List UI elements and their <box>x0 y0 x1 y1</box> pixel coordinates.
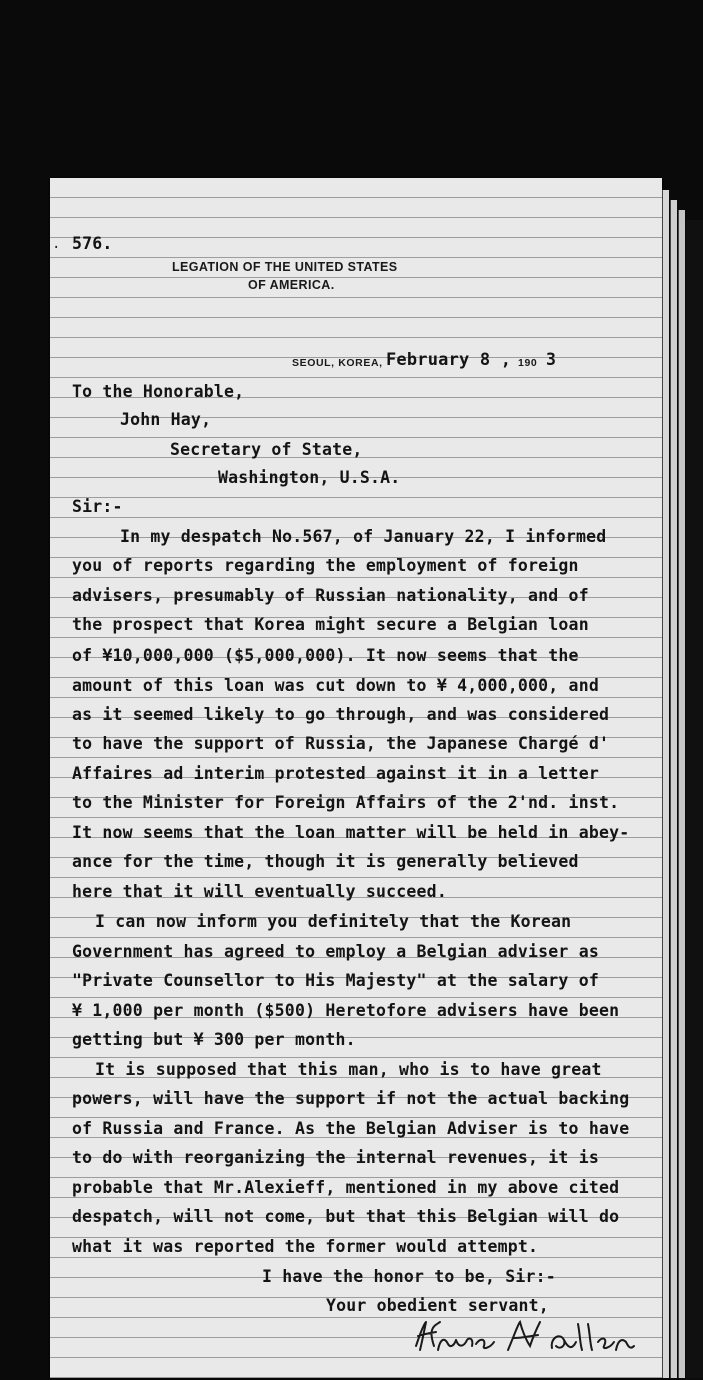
margin-dot: . <box>52 236 61 252</box>
body-line: In my despatch No.567, of January 22, I informed <box>120 527 607 546</box>
despatch-number: 576. <box>72 234 113 253</box>
page-shadow <box>686 220 703 1378</box>
body-line: I can now inform you definitely that the Korean <box>95 912 572 931</box>
body-line: probable that Mr.Alexieff, mentioned in my above cited <box>72 1178 620 1197</box>
year-handwritten: 3 <box>546 350 557 369</box>
body-line: getting but ¥ 300 per month. <box>72 1030 356 1049</box>
date-handwritten: February 8 , <box>386 350 512 370</box>
address-line: John Hay, <box>120 410 212 429</box>
body-line: the prospect that Korea might secure a Belgian loan <box>72 615 589 634</box>
body-line: It is supposed that this man, who is to have great <box>95 1060 602 1079</box>
body-line: ¥ 1,000 per month ($500) Heretofore advisers have been <box>72 1001 620 1020</box>
body-line: what it was reported the former would attempt. <box>72 1237 539 1256</box>
body-line: to do with reorganizing the internal revenues, it is <box>72 1148 599 1167</box>
body-line: of ¥10,000,000 ($5,000,000). It now seems that the <box>72 646 579 665</box>
body-line: of Russia and France. As the Belgian Adviser is to have <box>72 1119 630 1138</box>
body-line: It now seems that the loan matter will be held in abey- <box>72 823 630 842</box>
body-line: powers, will have the support if not the actual backing <box>72 1089 630 1108</box>
salutation: Sir:- <box>72 497 123 516</box>
page-edge <box>662 190 669 1378</box>
year-printed: 190 <box>518 357 538 369</box>
body-line: advisers, presumably of Russian nationality, and of <box>72 586 589 605</box>
body-line: Affaires ad interim protested against it in a letter <box>72 764 599 783</box>
address-line: Secretary of State, <box>170 440 363 459</box>
body-line: despatch, will not come, but that this Belgian will do <box>72 1207 620 1226</box>
page-edge <box>670 200 677 1378</box>
body-line: you of reports regarding the employment of foreign <box>72 556 579 575</box>
closing-line: I have the honor to be, Sir:- <box>262 1267 556 1286</box>
body-line: ance for the time, though it is generally believed <box>72 852 579 871</box>
letterhead-line-1: LEGATION OF THE UNITED STATES <box>172 260 398 274</box>
body-line: Government has agreed to employ a Belgian adviser as <box>72 942 599 961</box>
closing-line: Your obedient servant, <box>326 1296 549 1315</box>
body-line: as it seemed likely to go through, and was considered <box>72 705 610 724</box>
body-line: amount of this loan was cut down to ¥ 4,000,000, and <box>72 676 599 695</box>
place-line: SEOUL, KOREA, <box>292 357 383 369</box>
body-line: to have the support of Russia, the Japanese Chargé d' <box>72 734 610 753</box>
body-line: to the Minister for Foreign Affairs of the 2'nd. inst. <box>72 793 620 812</box>
body-line: "Private Counsellor to His Majesty" at the salary of <box>72 971 599 990</box>
body-line: here that it will eventually succeed. <box>72 882 447 901</box>
letterhead-line-2: OF AMERICA. <box>248 278 335 292</box>
address-line: To the Honorable, <box>72 382 245 401</box>
handwritten-signature <box>410 1316 640 1356</box>
address-line: Washington, U.S.A. <box>218 468 401 487</box>
page-edge <box>678 210 685 1378</box>
